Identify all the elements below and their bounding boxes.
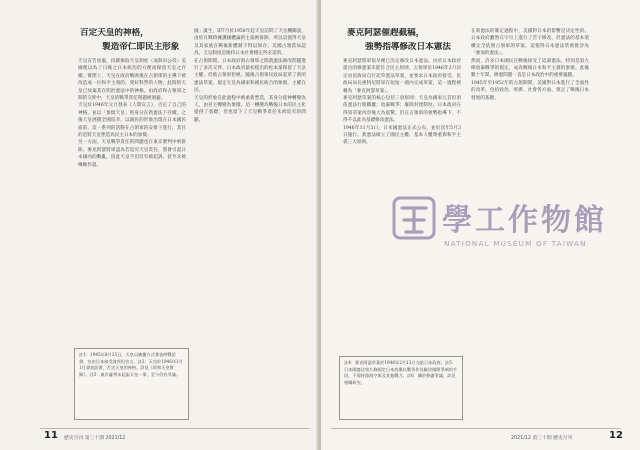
left-footer-rule [40, 428, 310, 429]
right-col1-para: 麥克阿瑟草案的核心包括三項原則：天皇為國家元首但須依憲法行使職權；放棄戰爭；廢除封建制度。日本政府在得知草案內容後大為震驚，但在占領軍的強勢指導下，不得不以此為基礎修改憲法。 [343, 96, 461, 124]
left-heading-line2: 製造帝仁即民主形象 [102, 42, 180, 52]
watermark-subtext: NATIONAL MUSEUM OF TAIWAN [444, 239, 587, 248]
right-col1-para: 麥克阿瑟將軍很早便已決定修改日本憲法。由於日本政府提出的修憲案未能符合民主原則，占領軍於1946年2月決定由民政局自行起草憲法草案，並要求日本政府接受。民政局局長惠特尼將軍在短短一週內完成草案，這一過程被稱為「麥克阿瑟草案」。 [343, 59, 461, 94]
left-footnote-text: 註1：1945年8月15日，天皇以廣播方式發表終戰詔書，宣布日本接受波茨坦宣言。註2：天皇於1946年1月1日發表詔書，否定天皇的神格。詳見《昭和天皇實錄》。註3：東京審判未起訴天皇一事，至今仍有爭議。 [79, 352, 183, 377]
right-heading-line2: 強勢指導修改日本憲法 [365, 42, 451, 52]
right-heading-line1: 麥克阿瑟催趕截稿， [347, 28, 425, 38]
right-footnote-box [339, 356, 463, 420]
left-column-1 [78, 58, 186, 323]
left-page-number: 11 [44, 430, 58, 441]
right-footer-rule [331, 428, 621, 429]
watermark-logo [392, 192, 624, 254]
right-col2-para: 1945年至1952年的占領期間，美國對日本進行了全面性的改革，包括政治、經濟、社會各方面，奠定了戰後日本發展的基礎。 [471, 80, 589, 101]
watermark-text: 學工作物館 [442, 203, 607, 238]
left-col2-para: 天皇的形象在此過程中被重新塑造，其身分從神轉變為人，由君主轉變為象徵。這一轉變為戰後日本的民主化提供了基礎，但也留下了天皇戰爭責任未被追究的問題。 [194, 95, 306, 123]
watermark-emblem-icon [394, 198, 434, 238]
left-col2-para: 國」誕生，即7月於1958年起天皇訪問了天皇機關說，由於在戰時擁護國體論的主張被排除，所以這使得天皇及其家族在戰後新體制下得以保存。美國占領當局認為，天皇制度是維持日本社會穩定所必需的。 [194, 29, 306, 57]
left-column-2 [194, 28, 306, 428]
left-footer-text: 歷史月刊 第三十期 2021/12 [64, 436, 126, 441]
right-col2-para: 然而，許多日本國民在戰後接受了這部憲法，特別是第九條放棄戰爭的規定，成為戰後日本和平主義的象徵。此後數十年間，修憲問題一直是日本政治中的重要議題。 [471, 58, 589, 79]
right-footnote-text: 註4：麥克阿瑟草案於1946年2月13日交給日本政府。註5：日本國憲法第九條規定日本放棄以戰爭作為解決國際爭端的手段，不保持陸海空軍及其他戰力。註6：關於修憲爭議，詳見相關研究。 [344, 360, 458, 385]
left-col1-para: 另一方面，天皇戰爭責任的問題也在東京審判中被排除。麥克阿瑟將軍認為若追究天皇責任，將會引起日本國內的動亂，因此天皇不但沒有被起訴，甚至未被傳喚作證。 [78, 140, 186, 168]
left-heading-line1: 百定天皇的神格， [80, 28, 149, 38]
left-footnote-box [74, 348, 189, 420]
right-footer-text: 2021/12 第三十期 歷史月刊 [511, 436, 573, 441]
left-col1-para: 天皇於1946年元旦發表《人間宣言》，否定了自己的神格，並以「象徵天皇」的身分在新憲法下存續。之後天皇展開全國巡幸，以親民的形象出現在日本國民面前，這一系列的活動在占領軍的安排下進行，其目的是將天皇塑造為民主日本的象徵。 [78, 103, 186, 139]
right-page-number: 12 [609, 430, 623, 441]
right-col1-para: 1946年11月3日，日本國憲法正式公布，並於次年5月3日施行。新憲法確立了國民主權、基本人權尊重與和平主義三大原則。 [343, 125, 461, 146]
right-col2-para: 在新憲法的制定過程中，美國對日本的影響是決定性的。日本政府雖然在字句上進行了若干修改，但憲法的基本架構完全依照占領軍的草案。這使得日本憲法常被批評為「強加的憲法」。 [471, 29, 589, 57]
left-col1-para: 天皇宣告放棄，投降換取天皇制度（成與田公役）美國便以為了日後之日本統治的方便而保留天皇之存續。實際上，天皇在政府戰敗後在占領軍的主導下被改造成一位和平主義的、愛好科學的人物。此時的天皇已放棄其在明治憲法中的神格，由政府和占領軍之間的交涉中，天皇的戰爭責任問題被迴避。 [78, 59, 186, 102]
left-col2-para: 在占領期間，日本政府與占領軍之間就憲法修改問題進行了多次交涉。日本政府最初提出的松本案保留了天皇主權，但被占領軍拒絕。隨後占領軍民政局起草了新的憲法草案，規定天皇為國家和國民統合的象徵，主權在民。 [194, 58, 306, 94]
left-page [0, 0, 319, 450]
